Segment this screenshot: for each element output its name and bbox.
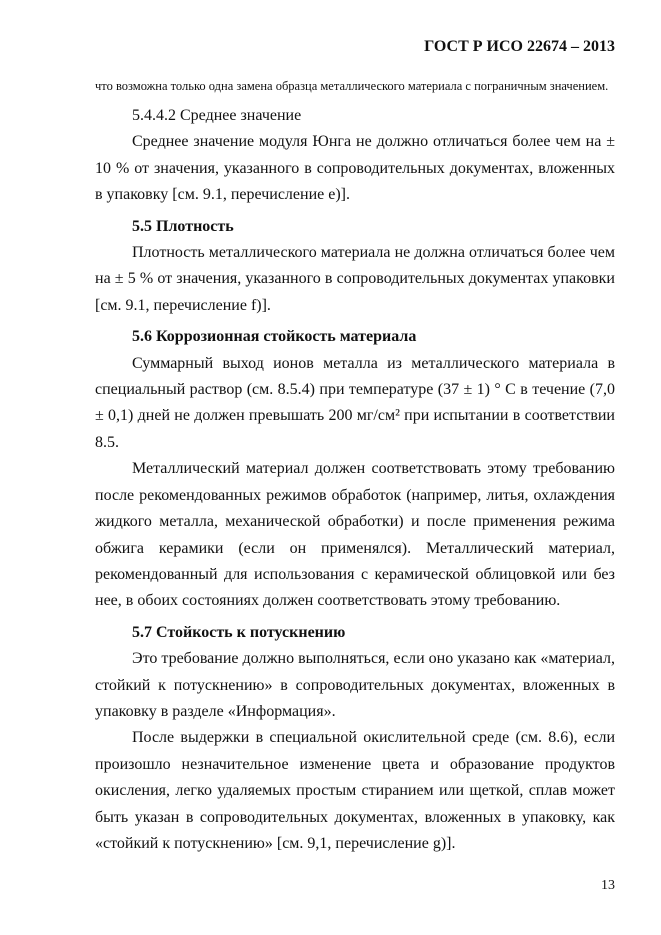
section-5-5-paragraph: Плотность металлического материала не должна отличаться более чем на ± 5 % от значения, указанного в сопроводительных документах упаковки [см. 9.1, перечисление f)]. bbox=[95, 244, 615, 314]
document-body bbox=[95, 75, 615, 857]
page-number: 13 bbox=[601, 878, 615, 893]
section-5-6-heading: 5.6 Коррозионная стойкость материала bbox=[132, 328, 417, 346]
document-header: ГОСТ Р ИСО 22674 – 2013 bbox=[424, 38, 615, 55]
section-5-7-heading: 5.7 Стойкость к потускнению bbox=[132, 623, 346, 641]
section-5-4-4-2-heading: 5.4.4.2 Среднее значение bbox=[132, 107, 302, 124]
section-5-4-4-2-paragraph: Среднее значение модуля Юнга не должно отличаться более чем на ± 10 % от значения, указанного в сопроводительных документах, вложенных в упаковку [см. 9.1, перечисление е)]. bbox=[95, 133, 615, 204]
section-5-7-paragraph-1: Это требование должно выполняться, если оно указано как «материал, стойкий к потускнению» в сопроводительных документах, вложенных в упаковку в разделе «Информация». bbox=[95, 650, 615, 720]
section-5-7-paragraph-2: После выдержки в специальной окислительной среде (см. 8.6), если произошло незначительное изменение цвета и образование продуктов окисления, легко удаляемых простым стиранием или щеткой, сплав может быть указан в сопроводительных документах, вложенных в упаковку, как «стойкий к потускнению» [см. 9,1, перечисление g)]. bbox=[95, 729, 615, 852]
section-5-5-heading: 5.5 Плотность bbox=[132, 217, 234, 235]
section-5-6-paragraph-2: Металлический материал должен соответствовать этому требованию после рекомендованных режимов обработок (например, литья, охлаждения жидкого металла, механической обработки) и после применения режима обжига керамики (если он применялся). Металлический материал, рекомендованный для использования с керамической облицовкой или без нее, в обоих состояниях должен соответствовать этому требованию. bbox=[95, 460, 615, 610]
section-5-6-paragraph-1: Суммарный выход ионов металла из металлического материала в специальный раствор (см. 8.5.4) при температуре (37 ± 1) ° С в течение (7,0 ± 0,1) дней не должен превышать 200 мг/см² при испытании в соответствии 8.5. bbox=[95, 354, 615, 451]
intro-paragraph: что возможна только одна замена образца металлического материала с пограничным значением. bbox=[95, 79, 609, 93]
